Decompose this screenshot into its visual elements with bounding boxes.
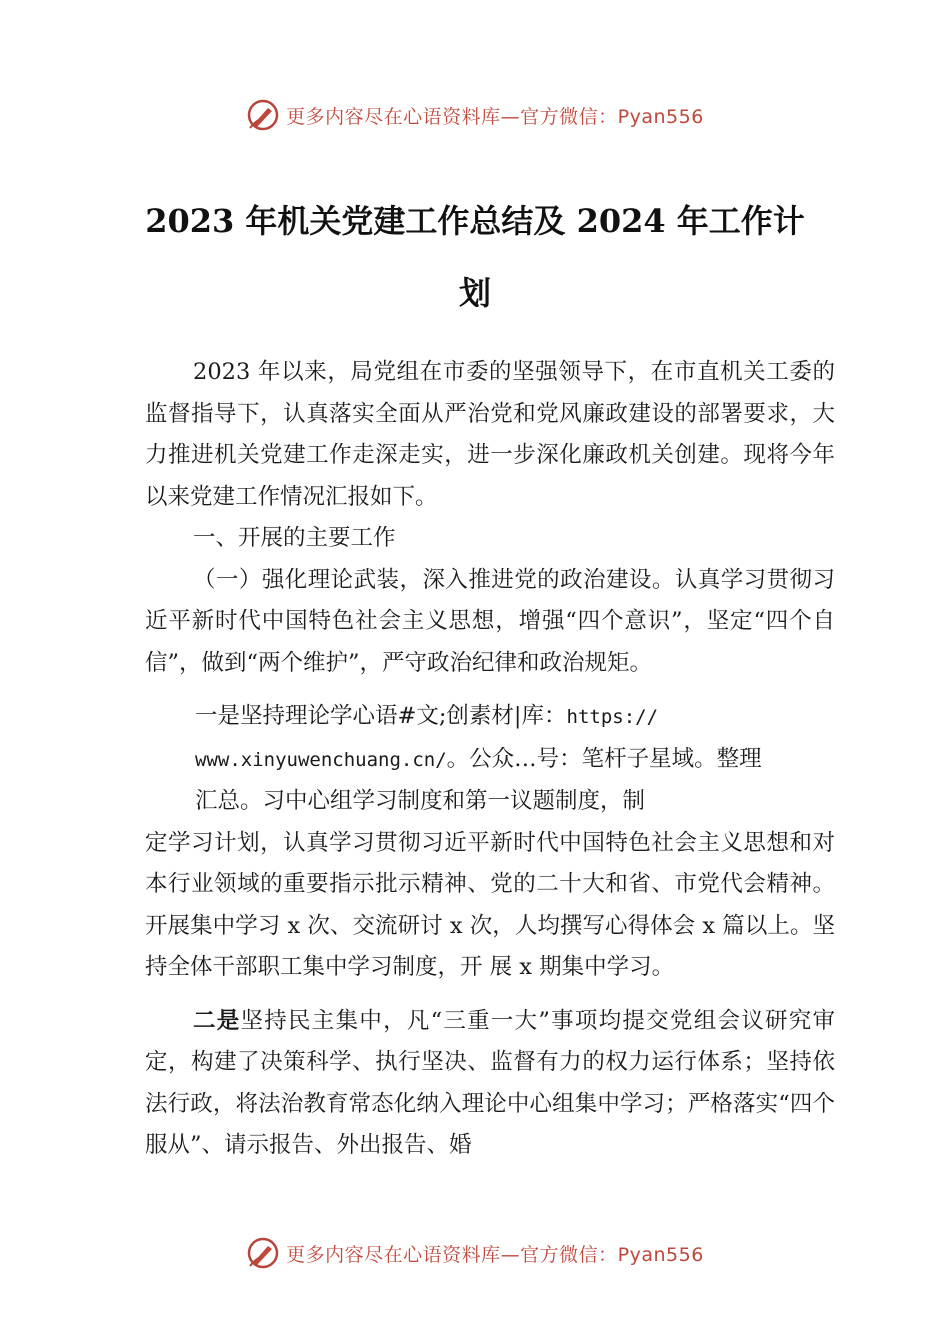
ad-text: 。公众…号：笔杆子星域。整理 xyxy=(446,745,762,772)
footer-watermark-banner xyxy=(0,1233,950,1273)
ad-url: www.xinyuwenchuang.cn/ xyxy=(195,748,447,771)
document-body xyxy=(145,352,835,1167)
pen-logo-icon xyxy=(246,1236,280,1270)
header-watermark-banner xyxy=(0,95,950,135)
title-line-2: 划 xyxy=(458,274,491,312)
pen-logo-icon xyxy=(246,98,280,132)
section-heading: 一、开展的主要工作 xyxy=(193,525,396,551)
embedded-ad-line-1 xyxy=(145,696,835,739)
watermark-text: 更多内容尽在心语资料库—官方微信：Pyan556 xyxy=(286,1243,704,1266)
embedded-ad-line-2 xyxy=(145,739,835,782)
intro-paragraph: 2023 年以来，局党组在市委的坚强领导下，在市直机关工委的监督指导下，认真落实全面从严治党和党风廉政建设的部署要求，大力推进机关党建工作走深走实，进一步深化廉政机关创建。现将今年以来党建工作情况汇报如下。 xyxy=(145,359,835,510)
paragraph-text: 坚持民主集中，凡“三重一大”事项均提交党组会议研究审定，构建了决策科学、执行坚决、监督有力的权力运行体系；坚持依法行政，将法治教育常态化纳入理论中心组集中学习；严格落实“四个服从”、请示报告、外出报告、婚 xyxy=(145,1007,835,1158)
paragraph-lead: 二是 xyxy=(193,1007,241,1034)
watermark-text: 更多内容尽在心语资料库—官方微信：Pyan556 xyxy=(286,105,704,128)
embedded-ad-line-3: 汇总。习中心组学习制度和第一议题制度，制 xyxy=(195,788,646,814)
ad-url-part: https:// xyxy=(566,706,659,728)
title-line-1: 2023 年机关党建工作总结及 2024 年工作计 xyxy=(145,202,805,240)
document-title xyxy=(130,185,820,329)
study-paragraph: 定学习计划，认真学习贯彻习近平新时代中国特色社会主义思想和对本行业领域的重要指示批示精神、党的二十大和省、市党代会精神。开展集中学习 x 次、交流研讨 x 次，人均撰写心得体会 x 篇以上。坚持全体干部职工集中学习制度，开 展 x 期集中学习。 xyxy=(145,829,835,980)
democracy-paragraph xyxy=(145,1001,835,1167)
subsection-paragraph: （一）强化理论武装，深入推进党的政治建设。认真学习贯彻习近平新时代中国特色社会主义思想，增强“四个意识”，坚定“四个自信”，做到“两个维护”，严守政治纪律和政治规矩。 xyxy=(145,566,835,676)
ad-text: 一是坚持理论学心语#文;创素材|库： xyxy=(195,703,567,729)
